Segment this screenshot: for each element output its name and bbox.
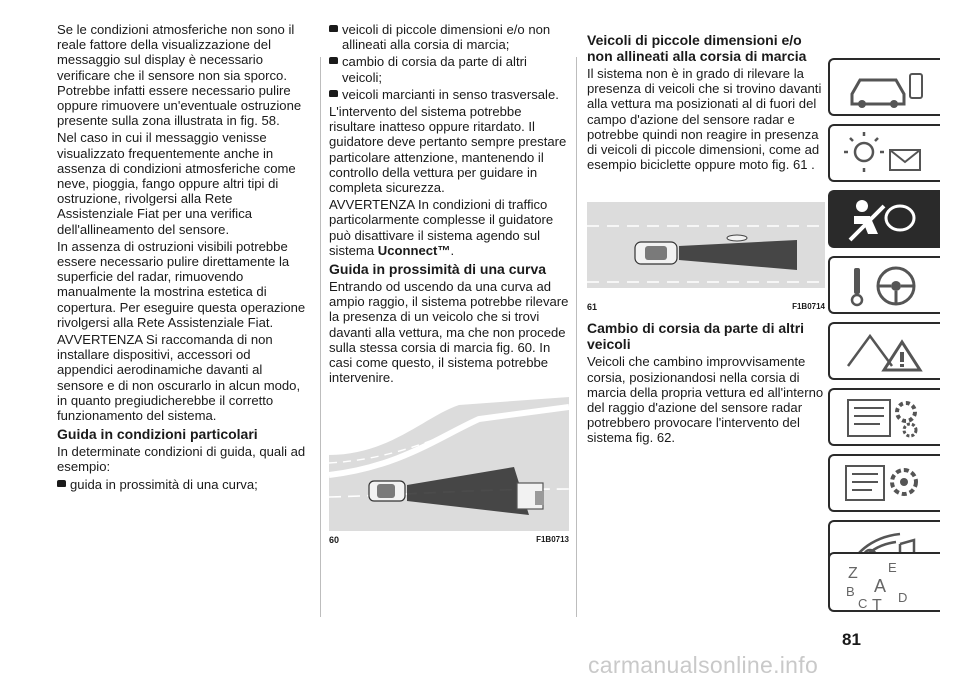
index-letter: T [872, 597, 882, 610]
bullet-item: veicoli marcianti in senso trasversale. [329, 87, 569, 102]
figure-code: F1B0714 [792, 302, 825, 312]
uconnect-label: Uconnect™ [377, 242, 451, 258]
watermark: carmanualsonline.info [588, 652, 819, 678]
curve-road-illustration [329, 397, 569, 531]
index-letter: E [888, 560, 897, 575]
chapter-tab-emergency[interactable] [828, 322, 940, 380]
straight-road-illustration [587, 188, 825, 298]
chapter-tab-index[interactable] [828, 552, 940, 612]
seat-airbag-icon [840, 196, 930, 244]
section-heading: Veicoli di piccole dimensioni e/o non allineati alla corsia di marcia [587, 32, 807, 64]
column-2 [329, 22, 569, 547]
maintenance-gears-icon [840, 394, 930, 442]
paragraph: Il sistema non è in grado di rilevare la presenza di veicoli che si trovino davanti alla vettura ma posizionati al di fuori del campo d'azione del sensore radar e potrebbe quindi non reagire in presenza di veicoli di piccole dimensioni, come ad esempio biciclette oppure moto fig. 61 . [587, 66, 822, 173]
paragraph: In assenza di ostruzioni visibili potrebbe essere necessario pulire direttamente la superficie del radar, rimuovendo manualmente la mostrina estetica di copertura. Per eseguire questa operazione rivolgersi alla Rete Assistenziale Fiat. [57, 238, 306, 330]
index-letter: A [874, 576, 887, 596]
section-heading: Guida in condizioni particolari [57, 426, 258, 443]
paragraph: In determinate condizioni di guida, quali ad esempio: [57, 444, 306, 475]
warning-paragraph: AVVERTENZA Si raccomanda di non installare dispositivi, accessori od appendici aerodinamiche davanti al sensore e di non oscurarlo in alcun modo, in quanto pregiudicherebbe il corretto funzionamento del sistema. [57, 332, 301, 424]
index-letter: C [858, 596, 868, 610]
dashboard-car-icon [840, 64, 930, 112]
chapter-tab-dashboard[interactable] [828, 58, 940, 116]
warning-paragraph: AVVERTENZA In condizioni di traffico particolarmente complesse il guidatore può disattivare il sistema agendo sul sistema Uconnect™. [329, 197, 554, 258]
column-3 [587, 22, 825, 448]
figure-code: F1B0713 [536, 535, 569, 545]
lights-message-icon [840, 130, 930, 178]
warning-triangle-icon [840, 328, 930, 376]
bullet-item: guida in prossimità di una curva; [57, 477, 307, 492]
paragraph: Se le condizioni atmosferiche non sono il reale fattore della visualizzazione del messaggio sul display è necessario verificare che il sensore non sia sporco. Potrebbe infatti essere necessario pulire oppure rimuovere un'eventuale ostruzione presente sulla zona illustrata in fig. 58. [57, 22, 302, 129]
index-letter: B [846, 584, 855, 599]
chapter-tab-technical-data[interactable] [828, 454, 940, 512]
figure-caption [329, 531, 569, 547]
figure-61-illustration [587, 188, 825, 298]
chapter-tab-starting[interactable] [828, 256, 940, 314]
figure-caption [587, 298, 825, 314]
bullet-item: cambio di corsia da parte di altri veicoli; [329, 54, 569, 84]
figure-number: 61 [587, 302, 598, 313]
paragraph: Veicoli che cambino improvvisamente corsia, posizionandosi nella corsia di marcia della propria vettura ed all'interno del raggio d'azione del sensore radar potrebbero provocare l'intervento del sistema fig. 62. [587, 354, 824, 446]
bullet-item: veicoli di piccole dimensioni e/o non allineati alla corsia di marcia; [329, 22, 569, 52]
chapter-tab-maintenance[interactable] [828, 388, 940, 446]
paragraph: L'intervento del sistema potrebbe risultare inatteso oppure ritardato. Il guidatore deve pertanto sempre prestare particolare attenzione, mantenendo il controllo della vettura per guidare in completa sicurezza. [329, 104, 567, 196]
column-1 [57, 22, 307, 494]
figure-60-illustration [329, 397, 569, 531]
column-divider [320, 57, 321, 617]
paragraph: Nel caso in cui il messaggio venisse visualizzato frequentemente anche in assenza di condizioni atmosferiche come neve, pioggia, fango oppure altri tipi di ostruzione, rivolgersi alla Rete Assistenziale Fiat per una verifica dell'allineamento del sensore. [57, 130, 296, 237]
paragraph: Entrando od uscendo da una curva ad ampio raggio, il sistema potrebbe rilevare la presenza di un veicolo che si trovi davanti alla vettura, ma che non procede sulla stessa corsia di marcia fig. 60. In casi come questo, il sistema potrebbe intervenire. [329, 279, 569, 386]
chapter-tab-lights[interactable] [828, 124, 940, 182]
technical-data-icon [840, 460, 930, 508]
index-letter: D [898, 590, 908, 605]
index-letters-icon [840, 558, 930, 610]
key-steering-icon [840, 262, 930, 310]
figure-number: 60 [329, 535, 340, 546]
index-letter: Z [848, 565, 858, 582]
page-number: 81 [842, 630, 861, 649]
column-divider [576, 57, 577, 617]
section-heading: Guida in prossimità di una curva [329, 261, 547, 278]
chapter-tab-safety-active[interactable] [828, 190, 940, 248]
section-heading: Cambio di corsia da parte di altri veicoli [587, 320, 805, 353]
